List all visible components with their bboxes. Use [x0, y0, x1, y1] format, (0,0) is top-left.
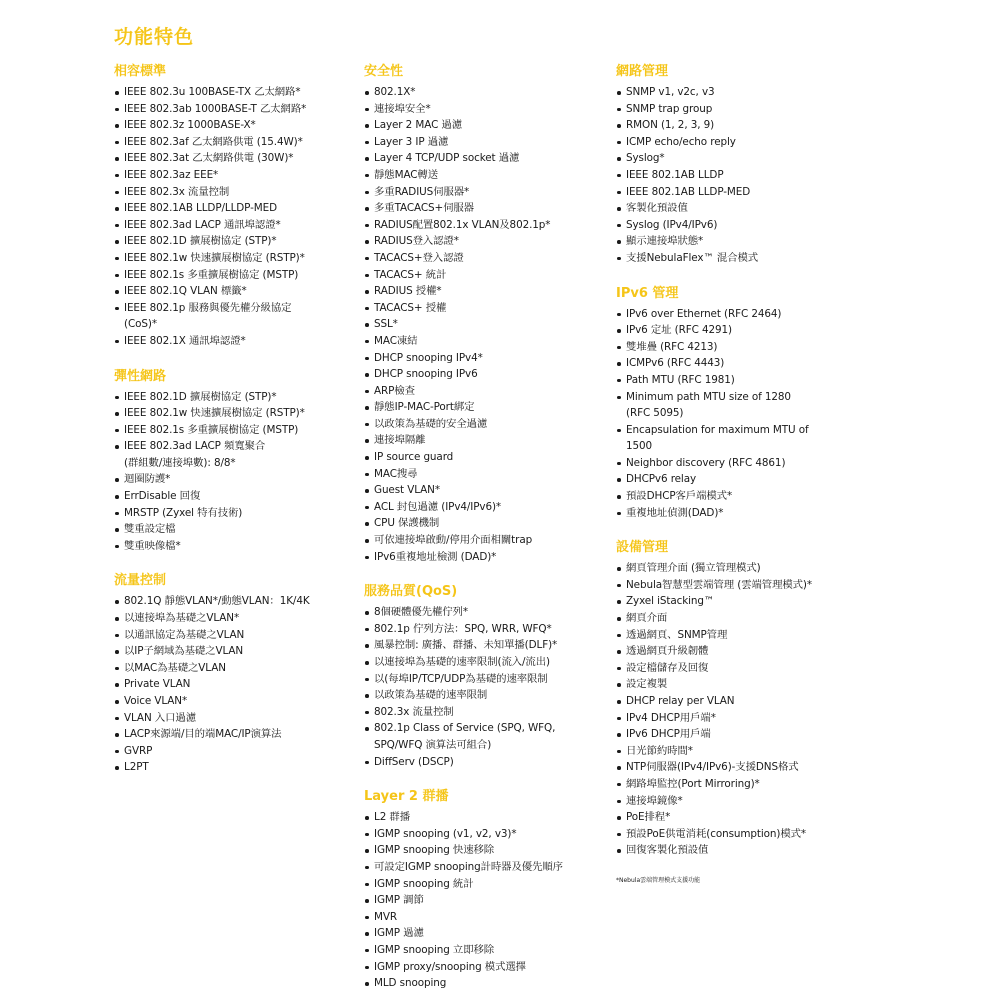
- list-item: IEEE 802.3u 100BASE-TX 乙太網路*: [114, 84, 354, 101]
- list-item: 重複地址偵測(DAD)*: [616, 505, 862, 522]
- list-item: 多重TACACS+伺服器: [364, 200, 612, 217]
- list-item: 回復客製化預設值: [616, 842, 862, 859]
- list-item: 以連接埠為基礎之VLAN*: [114, 610, 354, 627]
- list-item: 客製化預設值: [616, 200, 862, 217]
- list-item: Nebula智慧型雲端管理 (雲端管理模式)*: [616, 577, 862, 594]
- list-item: 設定複製: [616, 676, 862, 693]
- list-item: RADIUS登入認證*: [364, 233, 612, 250]
- list-item: DHCPv6 relay: [616, 471, 862, 488]
- list-item: IEEE 802.3z 1000BASE-X*: [114, 117, 354, 134]
- list-item: IEEE 802.1D 擴展樹協定 (STP)*: [114, 389, 354, 406]
- list-item: RADIUS配置802.1x VLAN及802.1p*: [364, 217, 612, 234]
- list-item: MRSTP (Zyxel 特有技術): [114, 505, 354, 522]
- list-item: 可設定IGMP snooping計時器及優先順序: [364, 859, 612, 876]
- feature-list: [364, 809, 612, 992]
- list-item: 靜態IP-MAC-Port綁定: [364, 399, 612, 416]
- list-item: IEEE 802.3az EEE*: [114, 167, 354, 184]
- list-item: Path MTU (RFC 1981): [616, 372, 862, 389]
- list-item: 以通訊協定為基礎之VLAN: [114, 627, 354, 644]
- list-item: Syslog (IPv4/IPv6): [616, 217, 862, 234]
- list-item: 風暴控制: 廣播、群播、未知單播(DLF)*: [364, 637, 612, 654]
- section-title: 安全性: [364, 64, 404, 79]
- feature-list: [114, 84, 354, 350]
- list-item: IPv6 定址 (RFC 4291): [616, 322, 862, 339]
- list-item: 雙堆疊 (RFC 4213): [616, 339, 862, 356]
- list-item: 802.1X*: [364, 84, 612, 101]
- list-item: VLAN 入口過濾: [114, 710, 354, 727]
- list-item: IGMP snooping (v1, v2, v3)*: [364, 826, 612, 843]
- list-item: 連接埠隔離: [364, 432, 612, 449]
- list-item: Layer 3 IP 過濾: [364, 134, 612, 151]
- list-item: IGMP proxy/snooping 模式選擇: [364, 959, 612, 976]
- list-item: 802.1p Class of Service (SPQ, WFQ, SPQ/WFQ 演算法可組合): [364, 720, 612, 753]
- feature-list: [616, 84, 862, 267]
- list-item: 靜態MAC轉送: [364, 167, 612, 184]
- list-item: Private VLAN: [114, 676, 354, 693]
- list-item: Layer 2 MAC 過濾: [364, 117, 612, 134]
- list-item: Zyxel iStacking™: [616, 593, 862, 610]
- list-item: 以政策為基礎的速率限制: [364, 687, 612, 704]
- list-item: IEEE 802.3ad LACP 通訊埠認證*: [114, 217, 354, 234]
- list-item: IPv6重複地址檢測 (DAD)*: [364, 549, 612, 566]
- list-item: SNMP trap group: [616, 101, 862, 118]
- feature-list: [364, 84, 612, 565]
- list-item: 連接埠安全*: [364, 101, 612, 118]
- list-item: 顯示連接埠狀態*: [616, 233, 862, 250]
- list-item: 以(每埠IP/TCP/UDP為基礎的速率限制: [364, 671, 612, 688]
- list-item: IP source guard: [364, 449, 612, 466]
- section-title: 網路管理: [616, 64, 669, 79]
- list-item: IEEE 802.3at 乙太網路供電 (30W)*: [114, 150, 354, 167]
- list-item: 以IP子網域為基礎之VLAN: [114, 643, 354, 660]
- list-item: IPv6 DHCP用戶端: [616, 726, 862, 743]
- list-item: DiffServ (DSCP): [364, 754, 612, 771]
- list-item: IEEE 802.3ab 1000BASE-T 乙太網路*: [114, 101, 354, 118]
- list-item: 802.3x 流量控制: [364, 704, 612, 721]
- list-item: IEEE 802.1X 通訊埠認證*: [114, 333, 354, 350]
- list-item: IEEE 802.3ad LACP 頻寬聚合 (群組數/連接埠數): 8/8*: [114, 438, 354, 471]
- list-item: LACP來源端/目的端MAC/IP演算法: [114, 726, 354, 743]
- page-title: 功能特色: [114, 26, 195, 48]
- list-item: IEEE 802.3af 乙太網路供電 (15.4W)*: [114, 134, 354, 151]
- list-item: IEEE 802.1w 快速擴展樹協定 (RSTP)*: [114, 405, 354, 422]
- list-item: IGMP snooping 統計: [364, 876, 612, 893]
- list-item: IEEE 802.1s 多重擴展樹協定 (MSTP): [114, 422, 354, 439]
- list-item: IEEE 802.1p 服務與優先權分級協定 (CoS)*: [114, 300, 354, 333]
- list-item: GVRP: [114, 743, 354, 760]
- list-item: 日光節約時間*: [616, 743, 862, 760]
- list-item: IEEE 802.1w 快速擴展樹協定 (RSTP)*: [114, 250, 354, 267]
- list-item: ARP檢查: [364, 383, 612, 400]
- list-item: SSL*: [364, 316, 612, 333]
- list-item: SNMP v1, v2c, v3: [616, 84, 862, 101]
- list-item: Guest VLAN*: [364, 482, 612, 499]
- list-item: MAC搜尋: [364, 466, 612, 483]
- list-item: IEEE 802.3x 流量控制: [114, 184, 354, 201]
- section-title: 服務品質(QoS): [364, 584, 458, 600]
- list-item: ICMPv6 (RFC 4443): [616, 355, 862, 372]
- column-1: [114, 60, 354, 776]
- list-item: NTP伺服器(IPv4/IPv6)-支援DNS格式: [616, 759, 862, 776]
- footnote: *Nebula雲端管理模式支援功能: [616, 876, 701, 884]
- list-item: RMON (1, 2, 3, 9): [616, 117, 862, 134]
- feature-list: [616, 306, 862, 522]
- list-item: 802.1Q 靜態VLAN*/動態VLAN：1K/4K: [114, 593, 354, 610]
- list-item: IGMP 調節: [364, 892, 612, 909]
- list-item: RADIUS 授權*: [364, 283, 612, 300]
- feature-list: [364, 604, 612, 770]
- list-item: TACACS+ 授權: [364, 300, 612, 317]
- list-item: L2 群播: [364, 809, 612, 826]
- list-item: IEEE 802.1AB LLDP: [616, 167, 862, 184]
- list-item: IEEE 802.1AB LLDP-MED: [616, 184, 862, 201]
- list-item: DHCP snooping IPv6: [364, 366, 612, 383]
- list-item: 網頁管理介面 (獨立管理模式): [616, 560, 862, 577]
- list-item: 8個硬體優先權佇列*: [364, 604, 612, 621]
- list-item: IEEE 802.1AB LLDP/LLDP-MED: [114, 200, 354, 217]
- list-item: PoE排程*: [616, 809, 862, 826]
- list-item: IGMP snooping 立即移除: [364, 942, 612, 959]
- list-item: TACACS+ 統計: [364, 267, 612, 284]
- list-item: 雙重設定檔: [114, 521, 354, 538]
- list-item: CPU 保護機制: [364, 515, 612, 532]
- list-item: IGMP snooping 快速移除: [364, 842, 612, 859]
- list-item: Syslog*: [616, 150, 862, 167]
- list-item: 多重RADIUS伺服器*: [364, 184, 612, 201]
- list-item: Voice VLAN*: [114, 693, 354, 710]
- column-3: [616, 60, 862, 884]
- list-item: DHCP snooping IPv4*: [364, 350, 612, 367]
- feature-list: [114, 593, 354, 776]
- list-item: DHCP relay per VLAN: [616, 693, 862, 710]
- list-item: 透過網頁、SNMP管理: [616, 627, 862, 644]
- list-item: 網路埠監控(Port Mirroring)*: [616, 776, 862, 793]
- list-item: 設定檔儲存及回復: [616, 660, 862, 677]
- list-item: IPv6 over Ethernet (RFC 2464): [616, 306, 862, 323]
- list-item: IEEE 802.1s 多重擴展樹協定 (MSTP): [114, 267, 354, 284]
- list-item: MLD snooping: [364, 975, 612, 992]
- list-item: Encapsulation for maximum MTU of 1500: [616, 422, 862, 455]
- feature-list: [616, 560, 862, 859]
- list-item: 透過網頁升級韌體: [616, 643, 862, 660]
- section-title: 設備管理: [616, 540, 669, 556]
- list-item: 以政策為基礎的安全過濾: [364, 416, 612, 433]
- section-title: 流量控制: [114, 573, 167, 589]
- list-item: 以MAC為基礎之VLAN: [114, 660, 354, 677]
- list-item: 網頁介面: [616, 610, 862, 627]
- list-item: 可依連接埠啟動/停用介面相關trap: [364, 532, 612, 549]
- list-item: 迴圈防護*: [114, 471, 354, 488]
- list-item: 連接埠鏡像*: [616, 793, 862, 810]
- list-item: Neighbor discovery (RFC 4861): [616, 455, 862, 472]
- list-item: 預設DHCP客戶端模式*: [616, 488, 862, 505]
- list-item: IPv4 DHCP用戶端*: [616, 710, 862, 727]
- list-item: ErrDisable 回復: [114, 488, 354, 505]
- list-item: 雙重映像檔*: [114, 538, 354, 555]
- list-item: L2PT: [114, 759, 354, 776]
- list-item: 以連接埠為基礎的速率限制(流入/流出): [364, 654, 612, 671]
- list-item: MAC凍結: [364, 333, 612, 350]
- section-title: 相容標準: [114, 64, 167, 79]
- list-item: TACACS+登入認證: [364, 250, 612, 267]
- section-title: Layer 2 群播: [364, 789, 449, 805]
- list-item: IGMP 過濾: [364, 925, 612, 942]
- list-item: Minimum path MTU size of 1280 (RFC 5095): [616, 389, 862, 422]
- column-2: [364, 60, 612, 992]
- section-title: IPv6 管理: [616, 285, 679, 301]
- list-item: Layer 4 TCP/UDP socket 過濾: [364, 150, 612, 167]
- list-item: 支援NebulaFlex™ 混合模式: [616, 250, 862, 267]
- list-item: ICMP echo/echo reply: [616, 134, 862, 151]
- section-title: 彈性網路: [114, 368, 167, 384]
- list-item: 預設PoE供電消耗(consumption)模式*: [616, 826, 862, 843]
- list-item: IEEE 802.1D 擴展樹協定 (STP)*: [114, 233, 354, 250]
- list-item: IEEE 802.1Q VLAN 標籤*: [114, 283, 354, 300]
- feature-list: [114, 389, 354, 555]
- list-item: 802.1p 佇列方法：SPQ, WRR, WFQ*: [364, 621, 612, 638]
- list-item: MVR: [364, 909, 612, 926]
- list-item: ACL 封包過濾 (IPv4/IPv6)*: [364, 499, 612, 516]
